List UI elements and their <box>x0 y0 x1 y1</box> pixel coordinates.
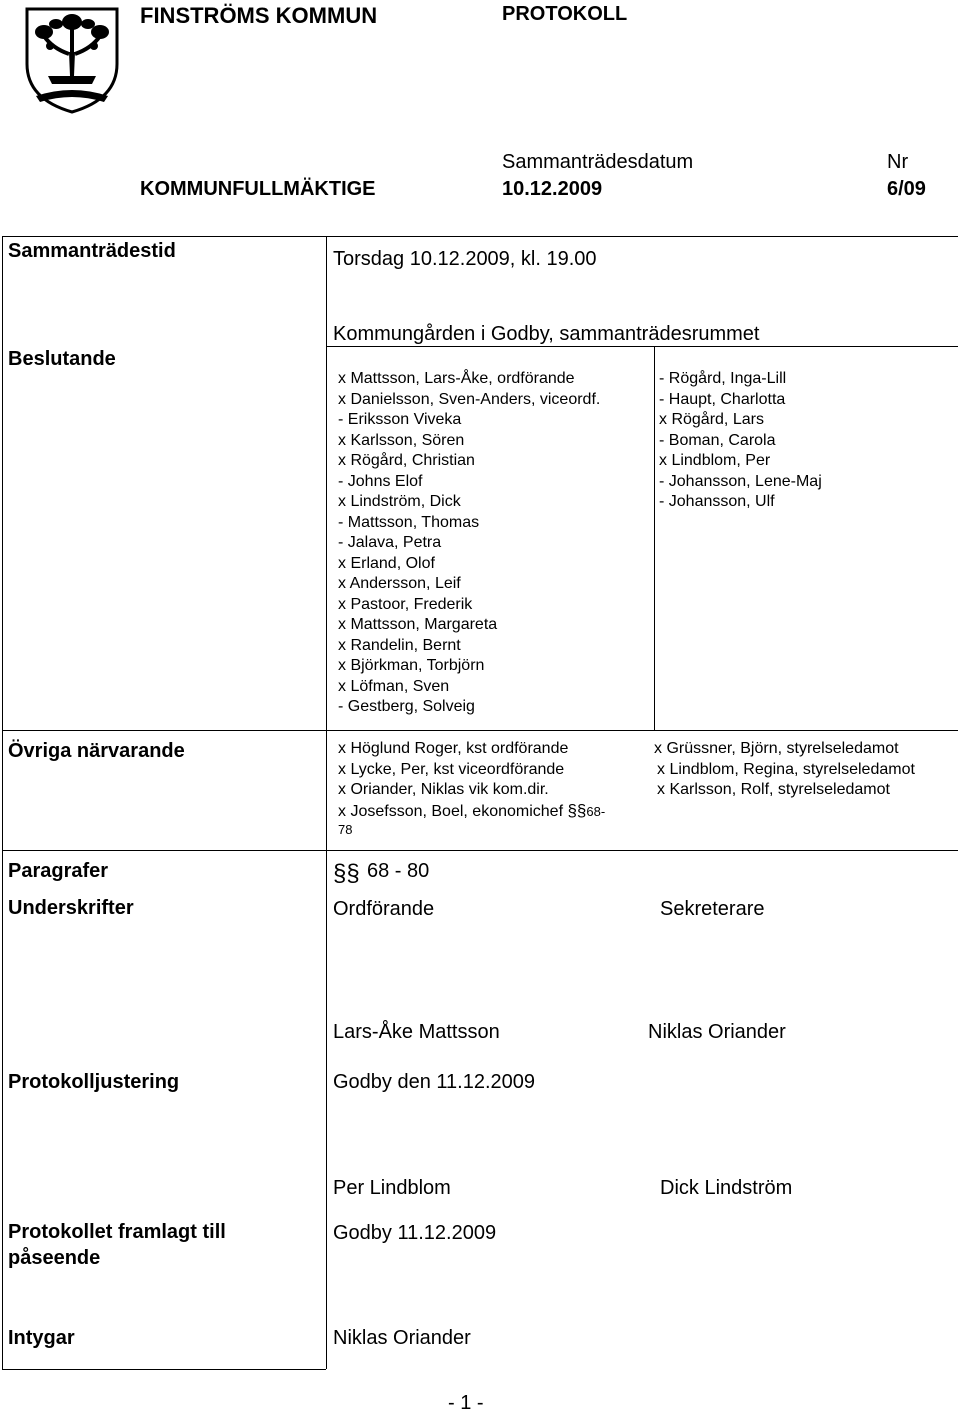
list-item: x Danielsson, Sven-Anders, viceordf. <box>338 390 601 408</box>
list-item: x Mattsson, Margareta <box>338 616 498 633</box>
list-item: x Mattsson, Lars-Åke, ordförande <box>338 370 575 387</box>
beslutande-label: Beslutande <box>8 348 116 370</box>
list-item: x Lycke, Per, kst viceordförande <box>338 760 565 778</box>
adjuster-2: Dick Lindström <box>660 1177 793 1199</box>
list-item: - Gestberg, Solveig <box>338 698 475 715</box>
chair-role: Ordförande <box>333 898 435 920</box>
list-item: x Höglund Roger, kst ordförande <box>338 740 569 757</box>
organ-name: KOMMUNFULLMÄKTIGE <box>140 178 376 200</box>
meeting-time-value: Torsdag 10.12.2009, kl. 19.00 <box>333 248 597 270</box>
page-number: - 1 - <box>448 1392 484 1414</box>
beslutande-right-list <box>659 369 822 513</box>
list-item: x Björkman, Torbjörn <box>338 657 485 674</box>
framlagt-label-line1: Protokollet framlagt till <box>8 1221 226 1243</box>
list-item: x Rögård, Lars <box>659 411 764 428</box>
list-item: x Grüssner, Björn, styrelseledamot <box>654 740 899 757</box>
list-item: x Oriander, Niklas vik kom.dir. <box>338 781 549 798</box>
list-item: - Johansson, Lene-Maj <box>659 472 822 490</box>
intygar-value: Niklas Oriander <box>333 1327 471 1349</box>
list-item: x Karlsson, Sören <box>338 431 465 449</box>
nr-value: 6/09 <box>887 178 926 200</box>
beslutande-left-list <box>338 369 600 718</box>
section-ref: 68- <box>586 803 606 819</box>
municipality-name: FINSTRÖMS KOMMUN <box>140 3 378 28</box>
document-type: PROTOKOLL <box>502 3 628 25</box>
secretary-signatory: Niklas Oriander <box>648 1021 786 1043</box>
list-item: x Rögård, Christian <box>338 452 475 469</box>
meeting-date-value: 10.12.2009 <box>502 178 603 200</box>
protokolljustering-label: Protokolljustering <box>8 1071 180 1093</box>
meeting-date-label: Sammanträdesdatum <box>502 151 694 173</box>
list-item <box>338 801 605 823</box>
protokolljustering-value: Godby den 11.12.2009 <box>333 1071 536 1093</box>
adjuster-1: Per Lindblom <box>333 1177 451 1199</box>
framlagt-value: Godby 11.12.2009 <box>333 1222 497 1244</box>
ovriga-left-list <box>338 739 605 822</box>
list-item: - Rögård, Inga-Lill <box>659 370 787 387</box>
list-item: x Lindström, Dick <box>338 493 461 510</box>
list-item: - Boman, Carola <box>659 431 776 449</box>
list-item: - Johansson, Ulf <box>659 493 775 510</box>
ovriga-label: Övriga närvarande <box>8 740 185 762</box>
list-item: - Jalava, Petra <box>338 534 442 551</box>
row-divider-ovriga <box>2 730 958 731</box>
list-item: x Andersson, Leif <box>338 575 461 592</box>
section-symbol: §§ <box>567 800 587 820</box>
intygar-label: Intygar <box>8 1327 75 1349</box>
list-item: x Lindblom, Regina, styrelseledamot <box>657 760 915 778</box>
coat-of-arms-logo <box>22 4 122 116</box>
row-divider-paragrafer <box>2 850 958 851</box>
list-item: - Haupt, Charlotta <box>659 390 786 408</box>
ovriga-right-list <box>654 739 915 801</box>
row-divider-beslutande <box>326 346 958 347</box>
list-item: - Eriksson Viveka <box>338 411 462 428</box>
list-item-text: x Josefsson, Boel, ekonomichef <box>338 802 564 820</box>
section-ref-continued: 78 <box>338 822 353 837</box>
list-item: x Erland, Olof <box>338 554 435 572</box>
chair-signatory: Lars-Åke Mattsson <box>333 1021 500 1043</box>
underskrifter-label: Underskrifter <box>8 897 134 919</box>
list-item: - Johns Elof <box>338 472 423 490</box>
list-item: x Randelin, Bernt <box>338 636 461 654</box>
list-item: x Pastoor, Frederik <box>338 595 473 613</box>
nr-label: Nr <box>887 151 909 173</box>
label-column-divider <box>326 236 327 1369</box>
list-item: - Mattsson, Thomas <box>338 513 480 531</box>
row-divider-bottom <box>2 1369 326 1370</box>
paragrafer-value: 68 - 80 <box>367 860 430 882</box>
list-item: x Lindblom, Per <box>659 452 771 469</box>
paragraph-symbol: §§ <box>333 860 360 887</box>
list-item: x Löfman, Sven <box>338 677 450 695</box>
list-item: x Karlsson, Rolf, styrelseledamot <box>657 781 890 798</box>
table-left-border <box>2 236 3 1369</box>
beslutande-column-divider <box>654 346 655 730</box>
framlagt-label-line2: påseende <box>8 1247 101 1269</box>
meeting-time-label: Sammanträdestid <box>8 240 176 262</box>
header-divider <box>2 236 958 237</box>
paragrafer-label: Paragrafer <box>8 860 109 882</box>
secretary-role: Sekreterare <box>660 898 765 920</box>
meeting-location: Kommungården i Godby, sammanträdesrummet <box>333 323 760 345</box>
